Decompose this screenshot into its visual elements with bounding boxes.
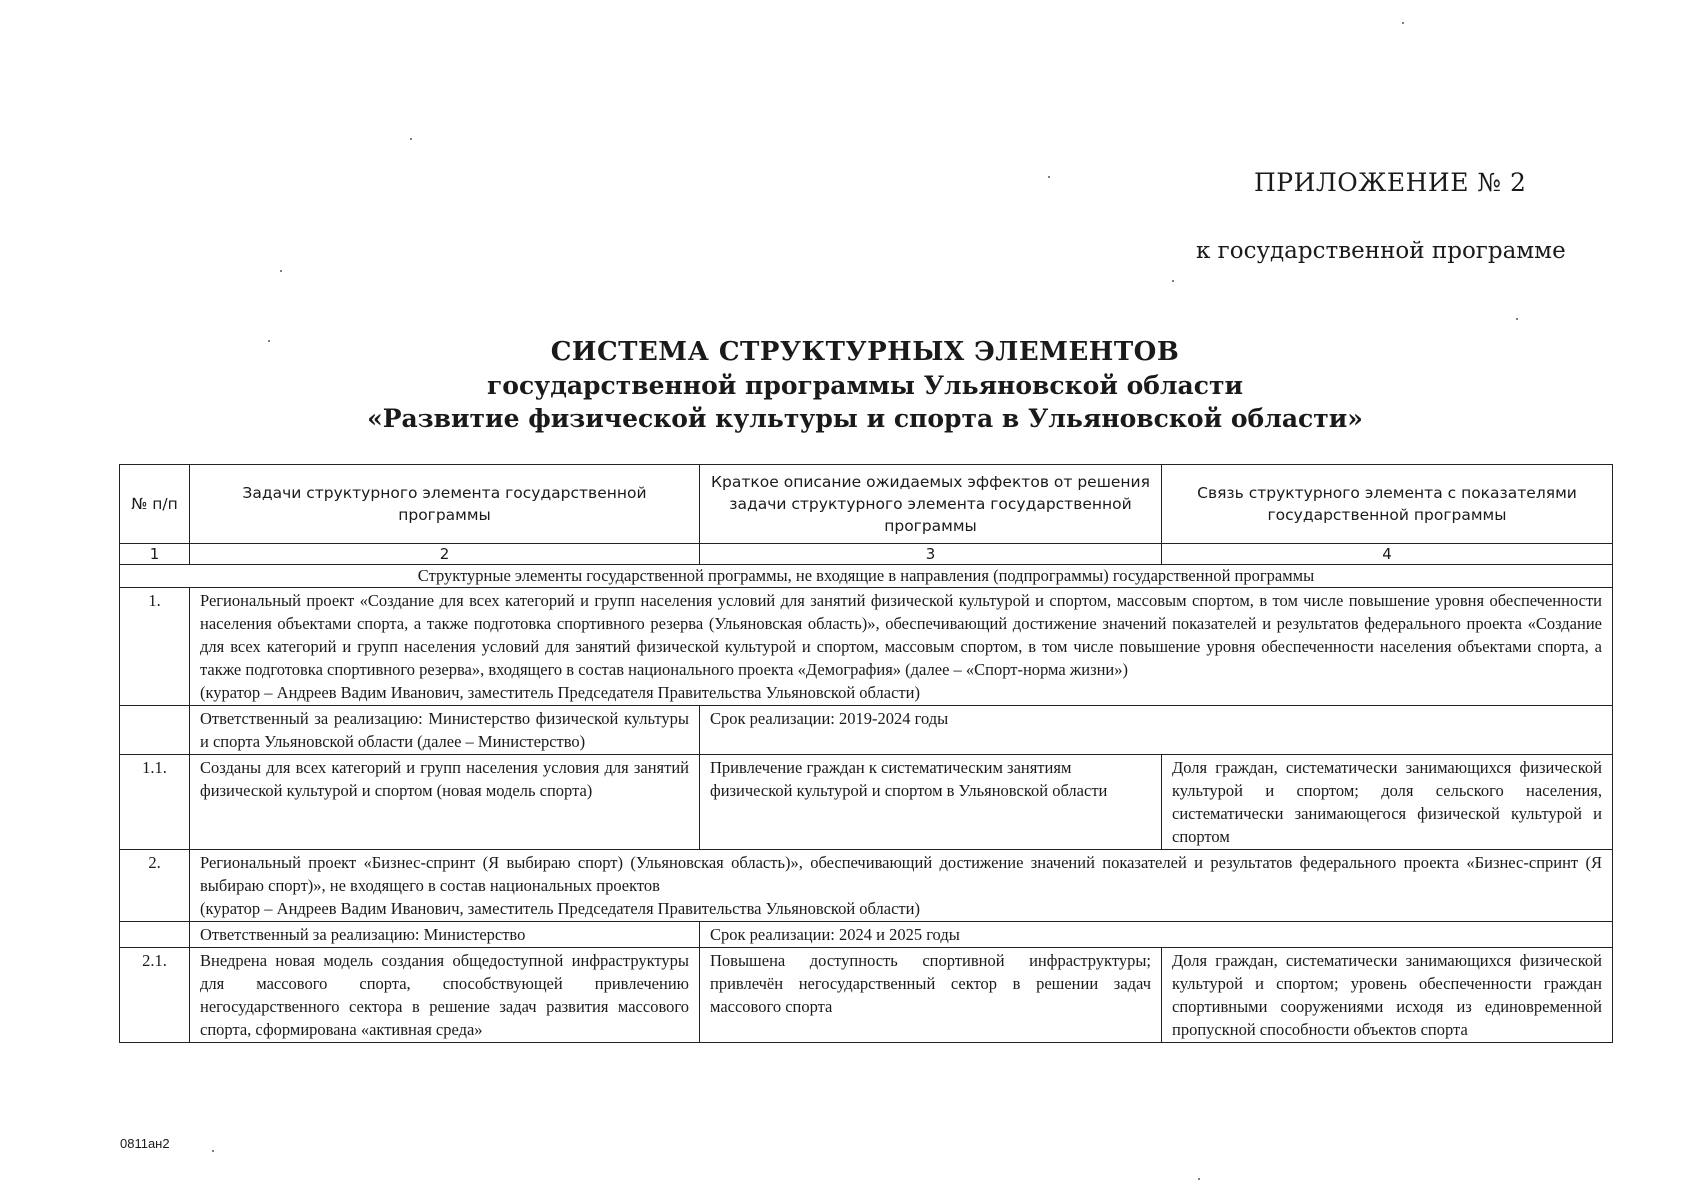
- title-line-2: государственной программы Ульяновской области: [486, 371, 1244, 400]
- document-code: 0811ан2: [120, 1136, 170, 1151]
- section-title: Структурные элементы государственной программы, не входящие в направления (подпрограммы) государственной программы: [120, 565, 1613, 588]
- empty-cell: [120, 706, 190, 755]
- header-link: Связь структурного элемента с показателями государственной программы: [1162, 465, 1613, 544]
- task-text: Созданы для всех категорий и групп населения условия для занятий физической культурой и спортом (новая модель спорта): [190, 755, 700, 850]
- task-text: Внедрена новая модель создания общедоступной инфраструктуры для массового спорта, способствующей привлечению негосударственного сектора в решение задач развития массового спорта, сформирована «активная среда»: [190, 948, 700, 1043]
- header-tasks: Задачи структурного элемента государственной программы: [190, 465, 700, 544]
- project-curator: (куратор – Андреев Вадим Иванович, заместитель Председателя Правительства Ульяновской области): [200, 899, 920, 918]
- column-numbers-row: [120, 544, 1613, 565]
- empty-cell: [120, 922, 190, 948]
- column-number: 2: [190, 544, 700, 565]
- scan-speck: [1402, 22, 1404, 24]
- section-row: [120, 565, 1613, 588]
- project-responsible-row: [120, 922, 1613, 948]
- appendix-subtitle: к государственной программе: [1196, 238, 1566, 264]
- project-number: 1.: [120, 588, 190, 706]
- project-term: Срок реализации: 2019-2024 годы: [700, 706, 1613, 755]
- task-effect: Повышена доступность спортивной инфраструктуры; привлечён негосударственный сектор в решении задач массового спорта: [700, 948, 1162, 1043]
- structural-elements-table: [119, 464, 1613, 1043]
- project-description: Региональный проект «Бизнес-спринт (Я выбираю спорт) (Ульяновская область)», обеспечивающий достижение значений показателей и результатов федерального проекта «Бизнес-спринт (Я выбираю спорт)», не входящего в состав национальных проектов: [200, 853, 1602, 895]
- column-number: 1: [120, 544, 190, 565]
- task-row: [120, 755, 1613, 850]
- column-number: 4: [1162, 544, 1613, 565]
- scan-speck: [1172, 280, 1174, 282]
- table-header-row: [120, 465, 1613, 544]
- task-number: 2.1.: [120, 948, 190, 1043]
- scan-speck: [212, 1150, 214, 1152]
- title-line-3: «Развитие физической культуры и спорта в Ульяновской области»: [367, 404, 1363, 433]
- project-row: [120, 588, 1613, 706]
- scan-speck: [1198, 1178, 1200, 1180]
- title-line-1: СИСТЕМА СТРУКТУРНЫХ ЭЛЕМЕНТОВ: [550, 337, 1180, 367]
- scan-speck: [1516, 318, 1518, 320]
- project-description-cell: [190, 850, 1613, 922]
- project-curator: (куратор – Андреев Вадим Иванович, заместитель Председателя Правительства Ульяновской области): [200, 683, 920, 702]
- document-title: [120, 336, 1610, 435]
- project-responsible: Ответственный за реализацию: Министерство: [190, 922, 700, 948]
- task-link: Доля граждан, систематически занимающихся физической культурой и спортом; уровень обеспеченности граждан спортивными сооружениями исходя из единовременной пропускной способности объектов спорта: [1162, 948, 1613, 1043]
- header-effects: Краткое описание ожидаемых эффектов от решения задачи структурного элемента государственной программы: [700, 465, 1162, 544]
- project-description: Региональный проект «Создание для всех категорий и групп населения условий для занятий физической культурой и спортом, массовым спортом, в том числе повышение уровня обеспеченности населения объектами спорта, а также подготовка спортивного резерва (Ульяновская область)», обеспечивающий достижение значений показателей и результатов федерального проекта «Создание для всех категорий и групп населения условий для занятий физической культурой и спортом, массовым спортом, в том числе повышение уровня обеспеченности населения объектами спорта, а также подготовка спортивного резерва», входящего в состав национального проекта «Демография» (далее – «Спорт-норма жизни»): [200, 591, 1602, 679]
- project-term: Срок реализации: 2024 и 2025 годы: [700, 922, 1613, 948]
- project-row: [120, 850, 1613, 922]
- scan-speck: [410, 138, 412, 140]
- project-description-cell: [190, 588, 1613, 706]
- column-number: 3: [700, 544, 1162, 565]
- scan-speck: [1048, 176, 1050, 178]
- task-row: [120, 948, 1613, 1043]
- project-responsible: Ответственный за реализацию: Министерство физической культуры и спорта Ульяновской области (далее – Министерство): [190, 706, 700, 755]
- task-effect: Привлечение граждан к систематическим занятиям физической культурой и спортом в Ульяновской области: [700, 755, 1162, 850]
- appendix-label: ПРИЛОЖЕНИЕ № 2: [1254, 168, 1527, 197]
- header-num: № п/п: [120, 465, 190, 544]
- task-link: Доля граждан, систематически занимающихся физической культурой и спортом; доля сельского населения, систематически занимающегося физической культурой и спортом: [1162, 755, 1613, 850]
- task-number: 1.1.: [120, 755, 190, 850]
- scan-speck: [280, 270, 282, 272]
- project-number: 2.: [120, 850, 190, 922]
- project-responsible-row: [120, 706, 1613, 755]
